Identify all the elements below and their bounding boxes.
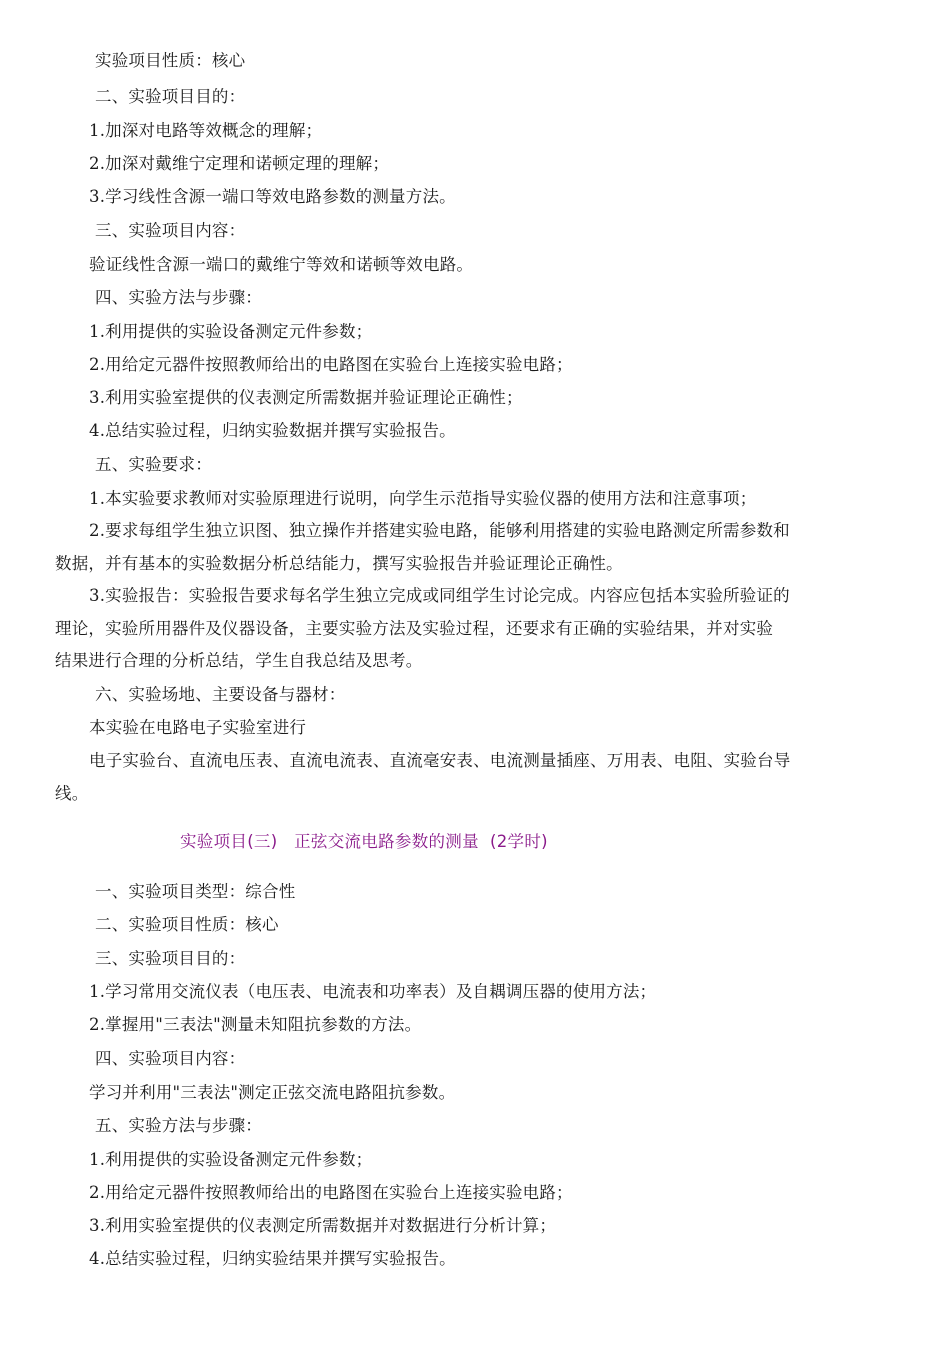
method-item: 3.利用实验室提供的仪表测定所需数据并验证理论正确性； [89,388,523,407]
method-item: 2.用给定元器件按照教师给出的电路图在实验台上连接实验电路； [89,1183,573,1202]
method-item: 3.利用实验室提供的仪表测定所需数据并对数据进行分析计算； [89,1216,557,1235]
method-item: 2.用给定元器件按照教师给出的电路图在实验台上连接实验电路； [89,355,573,374]
objective-item: 1.加深对电路等效概念的理解； [89,121,323,140]
type-line: 一、实验项目类型：综合性 [95,882,296,901]
objective-item: 1.学习常用交流仪表（电压表、电流表和功率表）及自耦调压器的使用方法； [89,982,657,1001]
requirement-item-cont: 结果进行合理的分析总结，学生自我总结及思考。 [55,651,423,670]
objectives-heading: 二、实验项目目的： [95,87,246,106]
objective-item: 3.学习线性含源一端口等效电路参数的测量方法。 [89,187,456,206]
objective-item: 2.加深对戴维宁定理和诺顿定理的理解； [89,154,390,173]
section-title: 实验项目(三) 正弦交流电路参数的测量 (2学时) [180,832,548,851]
equipment-text: 电子实验台、直流电压表、直流电流表、直流毫安表、电流测量插座、万用表、电阻、实验台导 [89,751,791,770]
nature-line: 二、实验项目性质：核心 [95,915,279,934]
content-heading: 四、实验项目内容： [95,1049,246,1068]
methods-heading: 五、实验方法与步骤： [95,1116,262,1135]
method-item: 4.总结实验过程，归纳实验结果并撰写实验报告。 [89,1249,456,1268]
requirement-item-cont: 理论，实验所用器件及仪器设备，主要实验方法及实验过程，还要求有正确的实验结果，并对实验 [55,619,774,638]
content-text: 学习并利用"三表法"测定正弦交流电路阻抗参数。 [89,1083,456,1102]
content-text: 验证线性含源一端口的戴维宁等效和诺顿等效电路。 [89,255,474,274]
requirements-heading: 五、实验要求： [95,455,212,474]
objectives-heading: 三、实验项目目的： [95,949,246,968]
venue-text: 本实验在电路电子实验室进行 [89,718,307,737]
requirement-item: 3.实验报告：实验报告要求每名学生独立完成或同组学生讨论完成。内容应包括本实验所验证的 [89,586,790,605]
content-heading: 三、实验项目内容： [95,221,246,240]
requirement-item-cont: 数据，并有基本的实验数据分析总结能力，撰写实验报告并验证理论正确性。 [55,554,623,573]
nature-line: 实验项目性质：核心 [95,51,246,70]
method-item: 4.总结实验过程，归纳实验数据并撰写实验报告。 [89,421,456,440]
requirement-item: 1.本实验要求教师对实验原理进行说明，向学生示范指导实验仪器的使用方法和注意事项； [89,489,757,508]
requirement-item: 2.要求每组学生独立识图、独立操作并搭建实验电路，能够利用搭建的实验电路测定所需参数和 [89,521,790,540]
venue-heading: 六、实验场地、主要设备与器材： [95,685,346,704]
methods-heading: 四、实验方法与步骤： [95,288,262,307]
equipment-text-cont: 线。 [55,784,89,803]
method-item: 1.利用提供的实验设备测定元件参数； [89,1150,373,1169]
method-item: 1.利用提供的实验设备测定元件参数； [89,322,373,341]
objective-item: 2.掌握用"三表法"测量未知阻抗参数的方法。 [89,1015,422,1034]
